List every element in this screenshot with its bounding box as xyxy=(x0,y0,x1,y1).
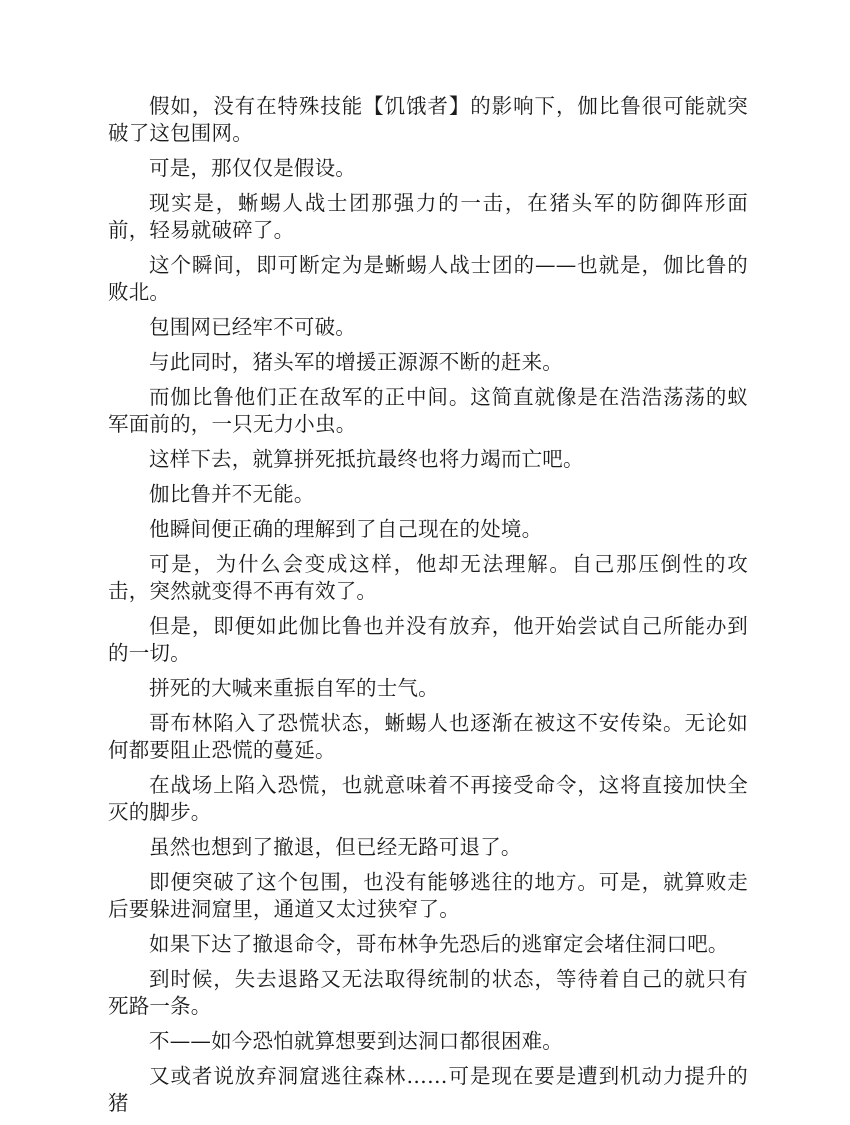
paragraph: 虽然也想到了撤退，但已经无路可退了。 xyxy=(149,835,522,859)
paragraph: 哥布林陷入了恐慌状态，蜥蜴人也逐渐在被这不安传染。无论如何都要阻止恐慌的蔓延。 xyxy=(108,711,748,762)
paragraph: 如果下达了撤退命令，哥布林争先恐后的逃窜定会堵住洞口吧。 xyxy=(149,932,729,956)
paragraph: 他瞬间便正确的理解到了自己现在的处境。 xyxy=(149,517,543,541)
paragraph: 可是，那仅仅是假设。 xyxy=(149,156,356,180)
paragraph: 而伽比鲁他们正在敌军的正中间。这简直就像是在浩浩荡荡的蚁军面前的，一只无力小虫。 xyxy=(108,385,748,436)
paragraph: 在战场上陷入恐慌，也就意味着不再接受命令，这将直接加快全灭的脚步。 xyxy=(108,773,748,824)
paragraph: 可是，为什么会变成这样，他却无法理解。自己那压倒性的攻击，突然就变得不再有效了。 xyxy=(108,552,748,603)
paragraph: 但是，即便如此伽比鲁也并没有放弃，他开始尝试自己所能办到的一切。 xyxy=(108,614,748,665)
paragraph: 包围网已经牢不可破。 xyxy=(149,315,356,339)
paragraph: 与此同时，猪头军的增援正源源不断的赶来。 xyxy=(149,350,563,374)
document-body xyxy=(108,93,748,1125)
paragraph: 又或者说放弃洞窟逃往森林……可是现在要是遭到机动力提升的猪 xyxy=(108,1064,748,1115)
paragraph: 假如，没有在特殊技能【饥饿者】的影响下，伽比鲁很可能就突破了这包围网。 xyxy=(108,94,748,145)
paragraph: 不——如今恐怕就算想要到达洞口都很困难。 xyxy=(149,1029,563,1053)
paragraph: 拼死的大喊来重振自军的士气。 xyxy=(149,676,439,700)
paragraph: 到时候，失去退路又无法取得统制的状态，等待着自己的就只有死路一条。 xyxy=(108,967,748,1018)
paragraph: 即便突破了这个包围，也没有能够逃往的地方。可是，就算败走后要躲进洞窟里，通道又太过狭窄了。 xyxy=(108,870,748,921)
paragraph: 这个瞬间，即可断定为是蜥蜴人战士团的——也就是，伽比鲁的败北。 xyxy=(108,253,748,304)
paragraph: 这样下去，就算拼死抵抗最终也将力竭而亡吧。 xyxy=(149,447,584,471)
paragraph: 现实是，蜥蜴人战士团那强力的一击，在猪头军的防御阵形面前，轻易就破碎了。 xyxy=(108,191,748,242)
paragraph: 伽比鲁并不无能。 xyxy=(149,482,315,506)
